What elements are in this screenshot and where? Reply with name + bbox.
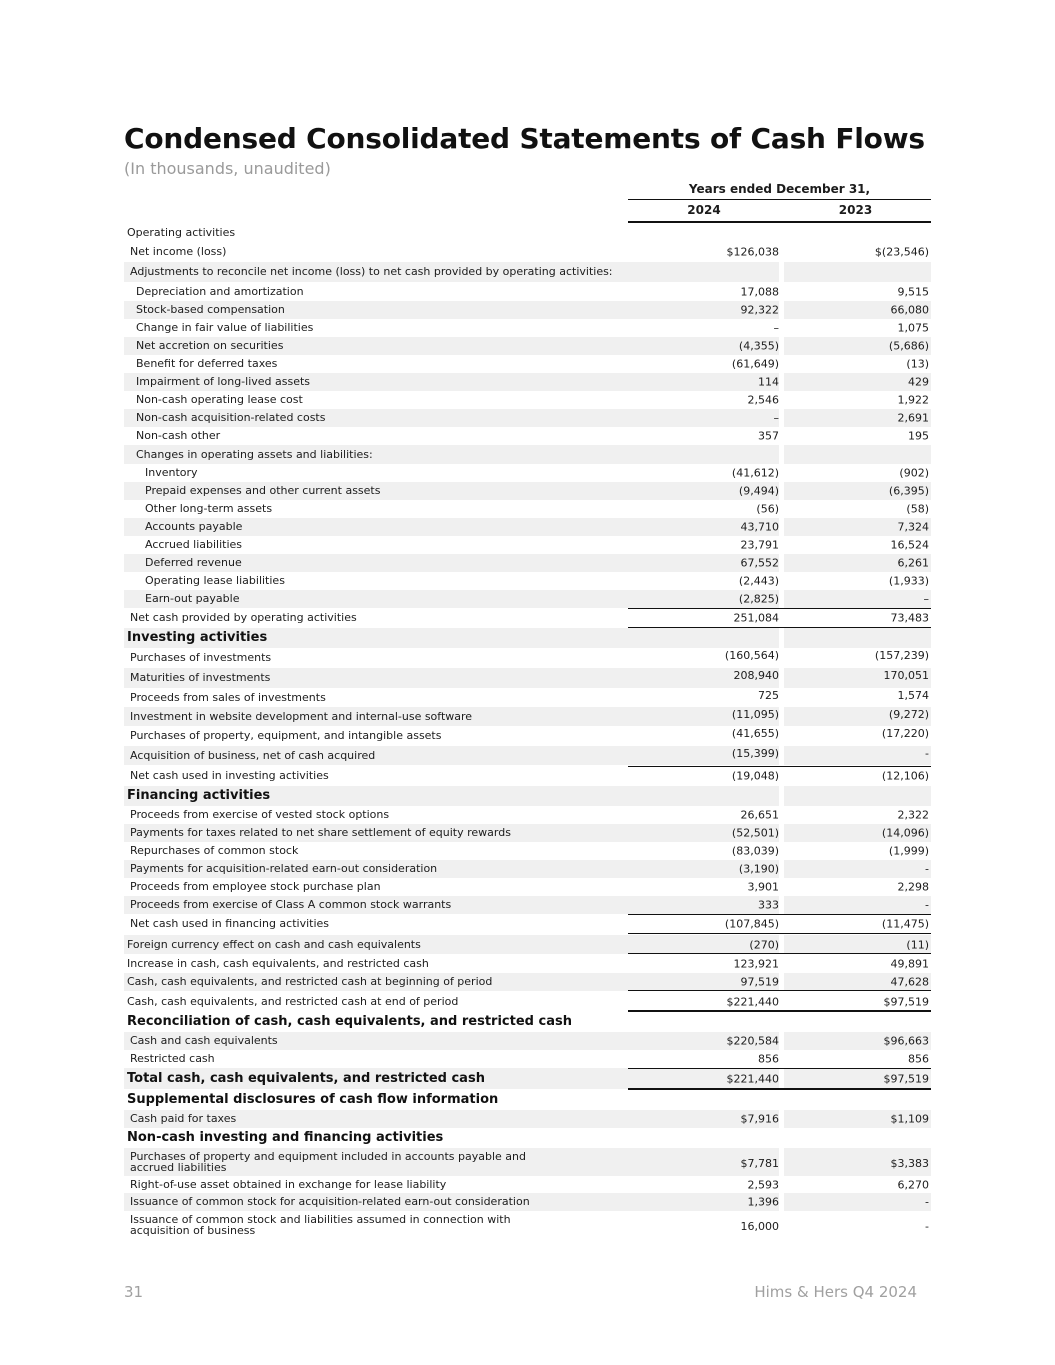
value-2024: 23,791: [740, 538, 779, 552]
value-2024: 725: [758, 689, 779, 702]
row-label: Net cash used in investing activities: [130, 768, 329, 782]
row-label: Payments for taxes related to net share settlement of equity rewards: [130, 825, 511, 839]
row-label: Financing activities: [127, 787, 271, 803]
value-2023: (11,475): [881, 917, 929, 931]
value-2024: 333: [758, 898, 779, 912]
row-label: Proceeds from employee stock purchase plan: [130, 879, 381, 893]
value-2024: (83,039): [731, 844, 779, 858]
value-2024: (52,501): [731, 826, 779, 840]
value-2024: 1,396: [747, 1195, 779, 1209]
value-2023: 66,080: [890, 303, 929, 317]
value-2023: 1,574: [897, 689, 929, 702]
row-label: Depreciation and amortization: [136, 284, 304, 298]
value-2023: (11): [906, 938, 929, 951]
value-2024: $126,038: [726, 245, 779, 259]
row-label: Right-of-use asset obtained in exchange for lease liability: [130, 1177, 447, 1191]
row-label: Net cash used in financing activities: [130, 916, 330, 930]
value-2024: 17,088: [740, 285, 779, 299]
table-row: [124, 608, 931, 628]
value-2024: 2,593: [747, 1178, 779, 1192]
row-label: Accrued liabilities: [145, 537, 243, 551]
value-2024: (107,845): [724, 917, 779, 931]
row-label: Purchases of investments: [130, 650, 272, 664]
value-2023: (17,220): [881, 727, 929, 740]
value-2023: 6,270: [897, 1178, 929, 1192]
table-row: [124, 262, 931, 282]
value-2024: (41,612): [731, 466, 779, 480]
row-label: Net accretion on securities: [136, 338, 284, 352]
value-2023: (12,106): [881, 769, 929, 783]
value-2024: 92,322: [740, 303, 779, 317]
page-title: Condensed Consolidated Statements of Cash Flows: [124, 122, 925, 155]
value-2023: -: [925, 1220, 929, 1233]
value-2024: (4,355): [738, 339, 779, 353]
section-heading-operating-activities: [124, 223, 931, 242]
value-2024: (3,190): [738, 862, 779, 876]
row-label: Inventory: [145, 465, 198, 479]
value-2024: 123,921: [733, 957, 779, 971]
report-name: Hims & Hers Q4 2024: [754, 1283, 917, 1301]
table-row: [124, 746, 931, 765]
value-2023: 1,922: [897, 393, 929, 407]
value-2024: $221,440: [726, 995, 779, 1008]
period-header: Years ended December 31,: [628, 182, 931, 200]
row-label: Benefit for deferred taxes: [136, 356, 278, 370]
table-row: [124, 842, 931, 860]
value-2024: 856: [758, 1052, 779, 1066]
page-subtitle: (In thousands, unaudited): [124, 159, 331, 178]
row-label: Stock-based compensation: [136, 302, 285, 316]
row-label: Adjustments to reconcile net income (loss) to net cash provided by operating activities:: [130, 264, 613, 278]
table-row: [124, 648, 931, 668]
value-2023: (5,686): [888, 339, 929, 353]
table-row: [124, 1050, 931, 1068]
value-2023: $(23,546): [874, 245, 929, 259]
table-row: [124, 1176, 931, 1194]
row-label: Change in fair value of liabilities: [136, 320, 314, 334]
row-label: Purchases of property and equipment included in accounts payable and accrued liabilities: [130, 1150, 526, 1174]
value-2024: 251,084: [733, 611, 779, 625]
table-row: [124, 726, 931, 746]
value-2023: 1,075: [897, 321, 929, 335]
value-2023: -: [925, 747, 929, 760]
value-2024: 97,519: [740, 975, 779, 989]
value-2024: (56): [756, 502, 779, 516]
row-label: Investment in website development and internal-use software: [130, 709, 473, 723]
value-2023: 2,322: [897, 808, 929, 822]
value-2024: (2,443): [738, 574, 779, 588]
table-row: [124, 554, 931, 572]
row-label: Changes in operating assets and liabilities:: [136, 447, 373, 461]
table-row: [124, 301, 931, 319]
value-2023: -: [925, 898, 929, 912]
row-label: Operating activities: [127, 225, 236, 239]
value-2023: (1,999): [888, 844, 929, 858]
row-label: Supplemental disclosures of cash flow information: [127, 1091, 499, 1107]
table-row: [124, 518, 931, 536]
value-2024: (19,048): [731, 769, 779, 783]
row-label: Cash and cash equivalents: [130, 1033, 278, 1047]
row-label: Impairment of long-lived assets: [136, 374, 311, 388]
value-2023: 2,691: [897, 411, 929, 425]
row-label: Purchases of property, equipment, and intangible assets: [130, 728, 442, 742]
row-label: Investing activities: [127, 629, 268, 645]
table-row: [124, 337, 931, 355]
row-label: Deferred revenue: [145, 555, 242, 569]
value-2024: (9,494): [738, 484, 779, 498]
value-2023: $96,663: [883, 1034, 929, 1048]
value-2024: –: [773, 321, 779, 335]
section-heading-financing-activities: [124, 786, 931, 806]
table-row: [124, 1068, 931, 1089]
table-row: [124, 283, 931, 301]
value-2023: $97,519: [883, 1072, 929, 1085]
table-row: [124, 373, 931, 391]
table-row: [124, 806, 931, 824]
row-label: Accounts payable: [145, 519, 243, 533]
value-2023: –: [923, 592, 929, 606]
section-heading-supplemental-disclosures-of-cash-flow-information: [124, 1090, 931, 1110]
row-label: Cash, cash equivalents, and restricted cash at beginning of period: [127, 974, 493, 988]
table-row: [124, 668, 931, 688]
value-2023: (6,395): [888, 484, 929, 498]
value-2024: 67,552: [740, 556, 779, 570]
value-2024: 3,901: [747, 880, 779, 894]
section-heading-reconciliation-of-cash-cash-equivalents-and-restricted-cash: [124, 1012, 931, 1032]
table-row: [124, 896, 931, 914]
table-row: [124, 572, 931, 590]
table-row: [124, 1193, 931, 1211]
table-row: [124, 1211, 931, 1239]
value-2023: 2,298: [897, 880, 929, 894]
table-row: [124, 766, 931, 786]
table-row: [124, 355, 931, 373]
value-2023: 6,261: [897, 556, 929, 570]
row-label: Foreign currency effect on cash and cash equivalents: [127, 937, 421, 951]
table-row: [124, 914, 931, 934]
row-label: Net cash provided by operating activities: [130, 610, 357, 624]
value-2024: $7,781: [740, 1157, 779, 1170]
value-2023: 856: [908, 1052, 929, 1066]
value-2023: 16,524: [890, 538, 929, 552]
row-label: Reconciliation of cash, cash equivalents, and restricted cash: [127, 1013, 572, 1029]
value-2023: $1,109: [890, 1112, 929, 1126]
value-2024: (2,825): [738, 592, 779, 606]
row-label: Non-cash operating lease cost: [136, 392, 303, 406]
row-label: Proceeds from exercise of vested stock options: [130, 807, 390, 821]
value-2024: (11,095): [731, 708, 779, 721]
value-2023: 49,891: [890, 957, 929, 971]
value-2024: $220,584: [726, 1034, 779, 1048]
table-row: [124, 482, 931, 500]
value-2024: 357: [758, 429, 779, 443]
table-row: [124, 445, 931, 464]
row-label: Other long-term assets: [145, 501, 273, 515]
column-header-2023: 2023: [780, 203, 931, 223]
row-label: Issuance of common stock for acquisition-related earn-out consideration: [130, 1194, 530, 1208]
value-2024: (15,399): [731, 747, 779, 760]
value-2023: (9,272): [888, 708, 929, 721]
table-row: [124, 824, 931, 842]
value-2023: $3,383: [890, 1157, 929, 1170]
value-2024: $221,440: [726, 1072, 779, 1085]
row-label: Non-cash other: [136, 428, 221, 442]
value-2023: (902): [899, 466, 929, 480]
table-row: [124, 860, 931, 878]
value-2024: –: [773, 411, 779, 425]
table-row: [124, 391, 931, 409]
value-2024: (160,564): [724, 649, 779, 662]
row-label: Operating lease liabilities: [145, 573, 285, 587]
table-row: [124, 935, 931, 954]
table-row: [124, 1032, 931, 1050]
table-row: [124, 1110, 931, 1128]
row-label: Proceeds from exercise of Class A common stock warrants: [130, 897, 452, 911]
value-2023: 47,628: [890, 975, 929, 989]
table-row: [124, 536, 931, 554]
row-label: Earn-out payable: [145, 591, 240, 605]
value-2023: (13): [906, 357, 929, 371]
value-2023: (58): [906, 502, 929, 516]
value-2024: (61,649): [731, 357, 779, 371]
value-2023: 9,515: [897, 285, 929, 299]
section-heading-non-cash-investing-and-financing-activities: [124, 1128, 931, 1148]
row-label: Net income (loss): [130, 244, 227, 258]
row-label: Cash paid for taxes: [130, 1111, 237, 1125]
value-2023: -: [925, 862, 929, 876]
value-2023: 195: [908, 429, 929, 443]
table-row: [124, 707, 931, 726]
row-label: Total cash, cash equivalents, and restricted cash: [127, 1070, 485, 1086]
table-row: [124, 878, 931, 896]
table-row: [124, 500, 931, 518]
value-2024: (270): [749, 938, 779, 951]
value-2023: 7,324: [897, 520, 929, 534]
table-row: [124, 427, 931, 445]
section-heading-investing-activities: [124, 628, 931, 648]
row-label: Non-cash acquisition-related costs: [136, 410, 326, 424]
table-row: [124, 992, 931, 1011]
row-label: Prepaid expenses and other current assets: [145, 483, 381, 497]
table-row: [124, 319, 931, 337]
value-2023: (14,096): [881, 826, 929, 840]
value-2023: 429: [908, 375, 929, 389]
row-label: Proceeds from sales of investments: [130, 690, 326, 704]
table-row: [124, 464, 931, 482]
page-number: 31: [124, 1283, 144, 1301]
value-2024: 16,000: [740, 1220, 779, 1233]
table-row: [124, 955, 931, 973]
row-label: Repurchases of common stock: [130, 843, 299, 857]
value-2024: 43,710: [740, 520, 779, 534]
value-2023: 170,051: [883, 669, 929, 682]
row-label: Payments for acquisition-related earn-out consideration: [130, 861, 438, 875]
value-2023: 73,483: [890, 611, 929, 625]
value-2023: (1,933): [888, 574, 929, 588]
table-row: [124, 688, 931, 707]
value-2024: $7,916: [740, 1112, 779, 1126]
row-label: Maturities of investments: [130, 670, 271, 684]
value-2024: 114: [758, 375, 779, 389]
row-label: Cash, cash equivalents, and restricted cash at end of period: [127, 994, 459, 1008]
table-row: [124, 1148, 931, 1176]
column-header-2024: 2024: [628, 203, 780, 223]
row-label: Increase in cash, cash equivalents, and restricted cash: [127, 956, 429, 970]
row-label: Restricted cash: [130, 1051, 215, 1065]
value-2024: 2,546: [747, 393, 779, 407]
value-2024: (41,655): [731, 727, 779, 740]
table-row: [124, 409, 931, 427]
row-label: Acquisition of business, net of cash acquired: [130, 748, 376, 762]
row-label: Non-cash investing and financing activities: [127, 1129, 444, 1145]
table-row: [124, 973, 931, 991]
value-2023: (157,239): [874, 649, 929, 662]
value-2023: -: [925, 1195, 929, 1209]
row-label: Issuance of common stock and liabilities assumed in connection with acquisition of business: [130, 1213, 511, 1237]
value-2024: 26,651: [740, 808, 779, 822]
table-row: [124, 590, 931, 608]
value-2023: $97,519: [883, 995, 929, 1008]
value-2024: 208,940: [733, 669, 779, 682]
table-row: [124, 242, 931, 262]
